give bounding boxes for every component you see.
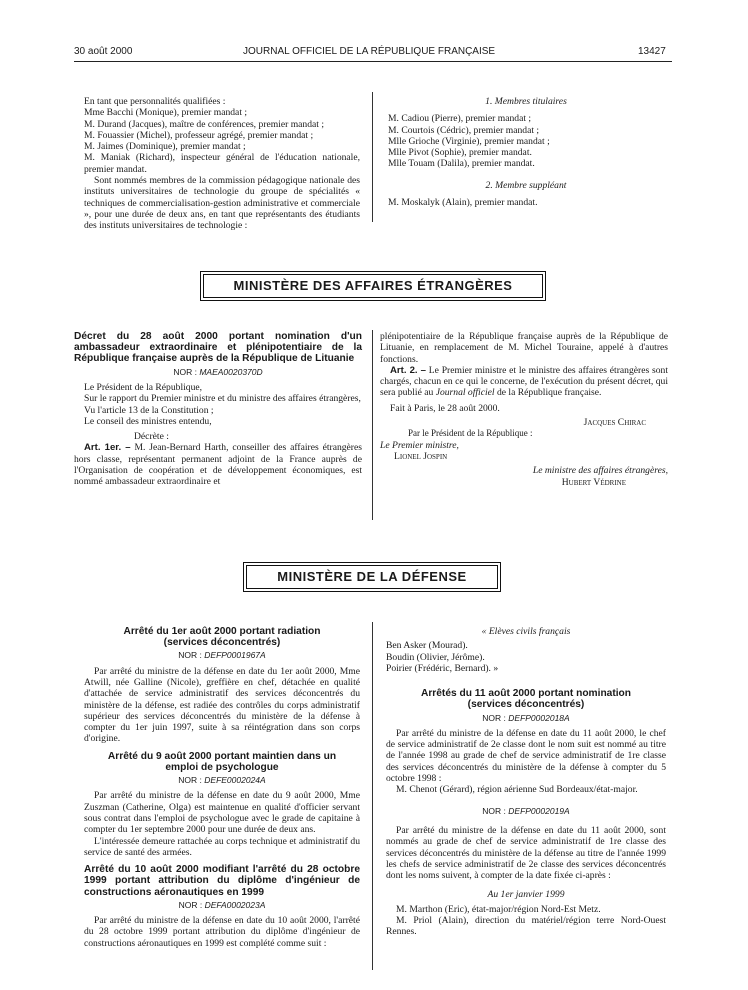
arrete-title: Arrêté du 9 août 2000 portant maintien dans un emploi de psychologue [107,750,337,773]
nor-reference [74,367,362,378]
paragraph: Par arrêté du ministre de la défense en date du 11 août 2000, sont nommés au grade de chef de service administratif de 1re classe des services déconcentrés du ministère de la défense au titre de l'année 1999 les chefs de service administratif de 2e classe des services déconcentrés dont les noms suivent, à compter de la date fixée ci-après : [386,824,666,882]
ministry-heading-box [243,562,501,592]
paragraph: Par arrêté du ministre de la défense en date du 9 août 2000, Mme Zuszman (Catherine, Olga) est maintenue en qualité d'officier servant sous contrat dans l'emploi de psychologue avec le grade de capitaine à compter du 1er septembre 2000 pour une durée de deux ans. [84,790,360,836]
list-item: Boudin (Olivier, Jérôme). [386,651,485,663]
nor-label: NOR : [173,366,200,377]
arrete-title: Arrêtés du 11 août 2000 portant nomination (services déconcentrés) [420,688,632,711]
text-line: En tant que personnalités qualifiées : [84,96,226,107]
nor-code: DEFE0002024A [204,775,266,786]
list-item: Mlle Pivot (Sophie), premier mandat. [388,147,532,159]
defense-right-column [386,626,666,938]
top-right-column [388,96,664,208]
text-line: M. Durand (Jacques), maître de conférences, premier mandat ; [84,118,325,130]
paragraph: Par arrêté du ministre de la défense en date du 11 août 2000, le chef de service administratif de 2e classe dont le nom suit est nommé au titre de l'année 1998 au grade de chef de service administratif de 1re classe des services déconcentrés du ministère de la défense à compter du 5 octobre 1998 : [386,727,666,785]
defense-left-column [84,626,360,949]
nor-code: DEFA0002023A [204,899,266,910]
nor-reference: NOR : DEFP0001967A [178,650,266,661]
article-text: Le Premier ministre et le ministre des affaires étrangères sont chargés, chacun en ce qui le concerne, de l'exécution du présent décret, qui sera publié au [380,364,668,399]
paragraph: M. Marthon (Eric), état-major/région Nord-Est Metz. [396,903,601,915]
paragraph: Le Président de la République, [84,381,203,393]
subheading: « Elèves civils français [481,626,571,637]
list-item: Ben Asker (Mourad). [386,640,468,652]
column-divider [372,92,373,222]
paragraph: M. Priol (Alain), direction du matériel/région terre Nord-Ouest Rennes. [386,915,666,938]
header-page-number: 13427 [638,46,666,57]
nor-reference: NOR : DEFA0002023A [178,899,266,910]
ministry-heading: MINISTÈRE DES AFFAIRES ÉTRANGÈRES [203,274,543,298]
ministry-heading: MINISTÈRE DE LA DÉFENSE [246,565,498,589]
top-left-column [84,96,360,232]
list-item: M. Moskalyk (Alain), premier mandat. [388,197,538,209]
signatory-name: Hubert Védrine [561,476,626,488]
place-date: Fait à Paris, le 28 août 2000. [390,402,500,414]
column-divider [372,622,373,970]
paragraph: L'intéressée demeure rattachée au corps technique et administratif du service de santé des armées. [84,835,360,858]
paragraph: Sont nommés membres de la commission pédagogique nationale des instituts universitaires de technologie du groupe de spécialités « techniques de commercialisation-gestion administrative et commerciale », pour une durée de deux ans, en tant que représentants des étudiants des instituts universitaires de technologie : [84,175,360,232]
list-item: Mlle Touam (Dalila), premier mandat. [388,158,535,170]
arrete-title: Arrêté du 1er août 2000 portant radiation (services déconcentrés) [123,626,321,649]
paragraph: Sur le rapport du Premier ministre et du ministre des affaires étrangères, [84,393,361,405]
text-line: Mme Bacchi (Monique), premier mandat ; [84,107,248,119]
nor-code: DEFP0002018A [508,712,570,723]
text-line: M. Jaimes (Dominique), premier mandat ; [84,141,246,153]
header-date: 30 août 2000 [74,46,133,57]
nor-code: MAEA0020370D [199,366,263,377]
nor-code: DEFP0002019A [508,805,570,816]
decree-right-column [380,331,668,488]
list-item: M. Cadiou (Pierre), premier mandat ; [388,113,532,125]
header-rule [74,61,672,62]
section-heading: 2. Membre suppléant [485,179,567,191]
paragraph: Le conseil des ministres entendu, [84,415,212,427]
signatory-name: Jacques Chirac [583,417,646,429]
article-label: Art. 2. – [390,364,426,376]
paragraph: M. Chenot (Gérard), région aérienne Sud Bordeaux/état-major. [396,784,638,796]
paragraph: plénipotentiaire de la République française auprès de la République de Lituanie, en remplacement de M. Michel Touraine, appelé à d'autres fonctions. [380,331,668,365]
journal-name: Journal officiel [435,387,495,399]
list-item: Mlle Grioche (Virginie), premier mandat ; [388,135,550,147]
article-2 [380,365,668,399]
decree-left-column [74,331,362,488]
article-text: de la République française. [494,387,602,399]
section-heading: 1. Membres titulaires [485,96,567,107]
nor-code: DEFP0001967A [204,650,266,661]
signatory-title: Le ministre des affaires étrangères, [532,465,668,477]
nor-reference: NOR : DEFP0002019A [482,805,570,816]
signatory-title: Le Premier ministre, [380,439,459,451]
header-journal-title: JOURNAL OFFICIEL DE LA RÉPUBLIQUE FRANÇAISE [243,46,496,57]
article-text: M. Jean-Bernard Harth, conseiller des affaires étrangères hors classe, représentant permanent adjoint de la France auprès de l'Organisation de coopération et de développement économiques, est nommé ambassadeur extraordinaire et [74,442,362,488]
text-line: M. Fouassier (Michel), professeur agrégé, premier mandat ; [84,129,314,141]
signatory-name: Lionel Jospin [394,450,448,462]
nor-reference: NOR : DEFP0002018A [482,712,570,723]
list-item: M. Courtois (Cédric), premier mandat ; [388,124,540,136]
arrete-title: Arrêté du 10 août 2000 modifiant l'arrêté du 28 octobre 1999 portant attribution du diplôme d'ingénieur de constructions aéronautiques en 1999 [84,864,360,898]
paragraph: Par arrêté du ministre de la défense en date du 1er août 2000, Mme Atwill, née Galline (Nicole), greffière en chef, détachée en qualité d'attachée de service administratif des services déconcentrés du ministère de la défense, est radiée des contrôles du corps administratif supérieur des services déconcentrés du ministère de la défense à compter du 1er juin 1997, suite à sa réintégration dans son corps d'origine. [84,665,360,745]
article-label: Art. 1er. – [84,442,131,454]
decree-title: Décret du 28 août 2000 portant nomination d'un ambassadeur extraordinaire et plénipotentiaire de la République française auprès de la République de Lituanie [74,331,362,365]
nor-reference: NOR : DEFE0002024A [178,775,266,786]
paragraph: Par arrêté du ministre de la défense en date du 10 août 2000, l'arrêté du 28 octobre 1999 portant attribution du diplôme d'ingénieur de constructions aéronautiques en 1999 est complété comme suit : [84,915,360,949]
paragraph: Vu l'article 13 de la Constitution ; [84,404,214,416]
decrete-label: Décrète : [134,431,169,443]
signatory-intro: Par le Président de la République : [408,428,533,439]
article-1 [74,442,362,487]
text-line: M. Maniak (Richard), inspecteur général de l'éducation nationale, premier mandat. [84,152,360,175]
column-divider [372,330,373,520]
subheading: Au 1er janvier 1999 [487,889,565,901]
list-item: Poirier (Frédéric, Bernard). » [386,662,499,674]
ministry-heading-box [200,271,546,301]
